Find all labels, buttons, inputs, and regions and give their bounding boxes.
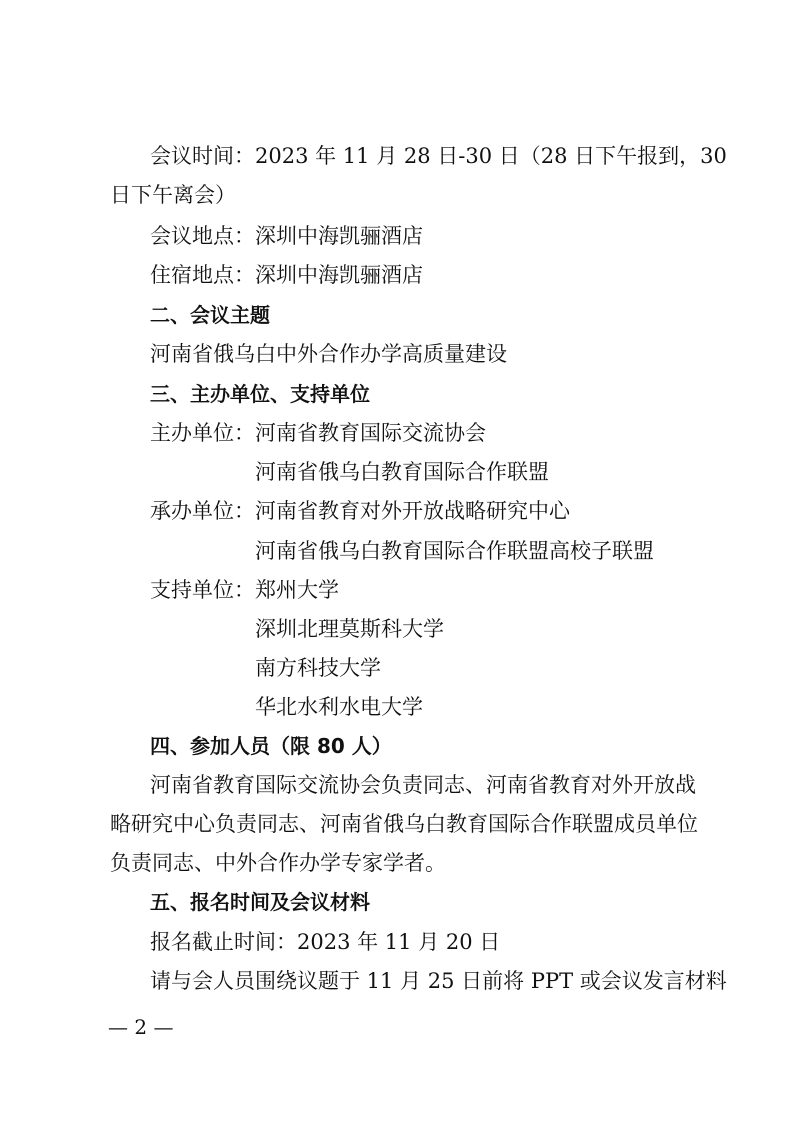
organizer-item: 河南省俄乌白教育国际合作联盟高校子联盟 [255, 539, 654, 563]
participants-line: 河南省教育国际交流协会负责同志、河南省教育对外开放战 [150, 773, 696, 797]
materials-request: 请与会人员围绕议题于 11 月 25 日前将 PPT 或会议发言材料 [150, 969, 727, 993]
section-heading-theme: 二、会议主题 [150, 303, 270, 327]
section-heading-registration: 五、报名时间及会议材料 [150, 890, 370, 914]
supporter-item: 南方科技大学 [255, 656, 381, 680]
host-item: 河南省教育国际交流协会 [255, 421, 486, 445]
registration-deadline: 报名截止时间：2023 年 11 月 20 日 [150, 930, 501, 954]
supporter-item: 深圳北理莫斯科大学 [255, 617, 444, 641]
participants-line: 略研究中心负责同志、河南省俄乌白教育国际合作联盟成员单位 [110, 812, 698, 836]
supporter-item: 华北水利水电大学 [255, 695, 423, 719]
section-heading-participants: 四、参加人员（限 80 人） [150, 734, 392, 758]
supporter-item: 郑州大学 [255, 578, 339, 602]
meeting-time-line-2: 日下午离会） [110, 183, 236, 207]
host-item: 河南省俄乌白教育国际合作联盟 [255, 460, 549, 484]
organizer-label: 承办单位： [150, 499, 255, 523]
meeting-theme: 河南省俄乌白中外合作办学高质量建设 [150, 342, 507, 366]
supporter-label: 支持单位： [150, 578, 255, 602]
host-label: 主办单位： [150, 421, 255, 445]
section-heading-organizers: 三、主办单位、支持单位 [150, 382, 370, 406]
meeting-venue: 会议地点：深圳中海凯骊酒店 [150, 224, 423, 248]
participants-line: 负责同志、中外合作办学专家学者。 [110, 851, 446, 875]
meeting-time-line-1: 会议时间：2023 年 11 月 28 日-30 日（28 日下午报到，30 [150, 144, 727, 168]
meeting-lodging: 住宿地点：深圳中海凯骊酒店 [150, 263, 423, 287]
page-number: — 2 — [108, 1015, 174, 1039]
organizer-item: 河南省教育对外开放战略研究中心 [255, 499, 570, 523]
